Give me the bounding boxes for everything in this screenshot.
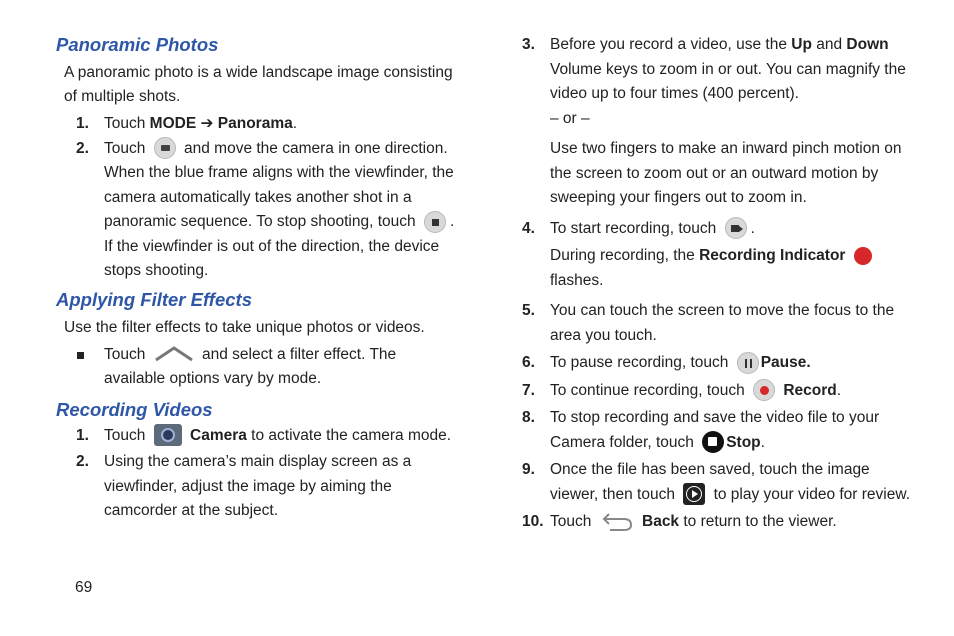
play-icon [683, 483, 705, 505]
step-text: Before you record a video, use the [550, 36, 792, 53]
back-label: Back [642, 513, 680, 530]
camera-app-icon [154, 424, 182, 446]
recording-indicator-label: Recording Indicator [699, 247, 846, 264]
record-icon [753, 379, 775, 401]
step-number: 2. [76, 453, 89, 470]
step-text: Volume keys to zoom in or out. You can magnify the video up to four times (400 percent). [550, 60, 906, 102]
arrow: ➔ [196, 115, 218, 132]
step-text: To start recording, touch [550, 219, 717, 237]
step-text: and [811, 36, 847, 53]
mode-label: MODE [149, 115, 197, 132]
right-column [522, 33, 914, 535]
heading-applying-filter-effects: Applying Filter Effects [56, 288, 252, 310]
heading-recording-videos: Recording Videos [56, 398, 213, 420]
step-text: . [292, 115, 298, 132]
step-number: 1. [76, 426, 89, 444]
or-separator: – or – [550, 109, 590, 127]
bullet-text: Touch [104, 345, 146, 363]
step-text: to play your video for review. [713, 485, 911, 503]
recording-step-1 [56, 424, 460, 449]
step-number: 1. [76, 115, 89, 132]
red-dot-icon [854, 247, 872, 265]
step-text: You can touch the screen to move the focus to the area you touch. [550, 302, 895, 344]
step-number: 8. [522, 409, 535, 426]
pause-icon [737, 352, 759, 374]
step-number: 7. [522, 381, 535, 399]
camera-shutter-icon [154, 137, 176, 159]
stop-icon [424, 211, 446, 233]
step-text: Using the camera’s main display screen as a viewfinder, adjust the image by aiming the camcorder at the subject. [104, 453, 412, 519]
step-number: 9. [522, 461, 535, 478]
sub-text: flashes. [550, 271, 604, 289]
step-text: Touch [104, 426, 146, 444]
step-text: . [836, 381, 842, 399]
bullet-square [77, 352, 84, 359]
bullet-text: and select a filter effect. The available options vary by mode. [104, 345, 397, 387]
video-record-icon [725, 217, 747, 239]
record-label: Record [783, 381, 837, 399]
step-text: . [750, 219, 755, 237]
step-number: 3. [522, 36, 535, 53]
pause-label: Pause. [760, 354, 811, 371]
step-number: 6. [522, 354, 535, 371]
step-3 [522, 33, 914, 107]
panoramic-step-1 [56, 112, 460, 137]
step-text: Touch [104, 139, 146, 157]
step-text: to activate the camera mode. [246, 426, 452, 444]
page-number: 69 [75, 579, 93, 596]
step-text: Touch [104, 115, 150, 132]
step-number: 4. [522, 219, 535, 237]
step-4 [522, 217, 914, 242]
step-text: . [760, 433, 765, 451]
step-text: To continue recording, touch [550, 381, 745, 399]
step-8 [522, 406, 914, 455]
step-number: 5. [522, 302, 535, 319]
recording-indicator-note [522, 244, 914, 293]
up-label: Up [791, 36, 812, 53]
step-number: 10. [522, 513, 544, 530]
step-7 [522, 379, 914, 404]
filter-bullet [56, 343, 460, 392]
step-text: . If the viewfinder is out of the direction, the device stops shooting. [104, 213, 455, 279]
stop-label: Stop [726, 433, 761, 451]
chevron-up-icon [154, 344, 194, 364]
recording-step-2 [56, 450, 460, 524]
step-text: and move the camera in one direction. When the blue frame aligns with the viewfinder, the camera automatically takes another shot in a panoramic sequence. To stop shooting, touch [104, 139, 454, 230]
step-text: Touch [550, 513, 592, 530]
sub-text: During recording, the [550, 247, 700, 264]
step-9 [522, 458, 914, 507]
step-6 [522, 351, 914, 376]
stop-circle-icon [702, 431, 724, 453]
step-text: Once the file has been saved, touch the image viewer, then touch [550, 461, 870, 503]
panoramic-step-2 [56, 137, 460, 284]
filter-intro: Use the filter effects to take unique photos or videos. [64, 318, 425, 336]
zoom-alternative: Use two fingers to make an inward pinch motion on the screen to zoom out or an outward motion by sweeping your fingers out to zoom in. [550, 140, 902, 206]
left-column [56, 33, 460, 524]
camera-label: Camera [190, 426, 247, 444]
step-text: To stop recording and save the video file to your Camera folder, touch [550, 409, 880, 451]
back-arrow-icon [600, 512, 634, 532]
step-text: To pause recording, touch [550, 354, 729, 371]
panorama-label: Panorama [217, 115, 293, 132]
step-number: 2. [76, 139, 89, 157]
down-label: Down [846, 36, 889, 53]
step-text: to return to the viewer. [679, 513, 837, 530]
heading-panoramic-photos: Panoramic Photos [56, 34, 219, 55]
step-10 [522, 510, 914, 535]
panoramic-intro: A panoramic photo is a wide landscape image consisting of multiple shots. [64, 64, 453, 105]
step-5 [522, 299, 914, 348]
